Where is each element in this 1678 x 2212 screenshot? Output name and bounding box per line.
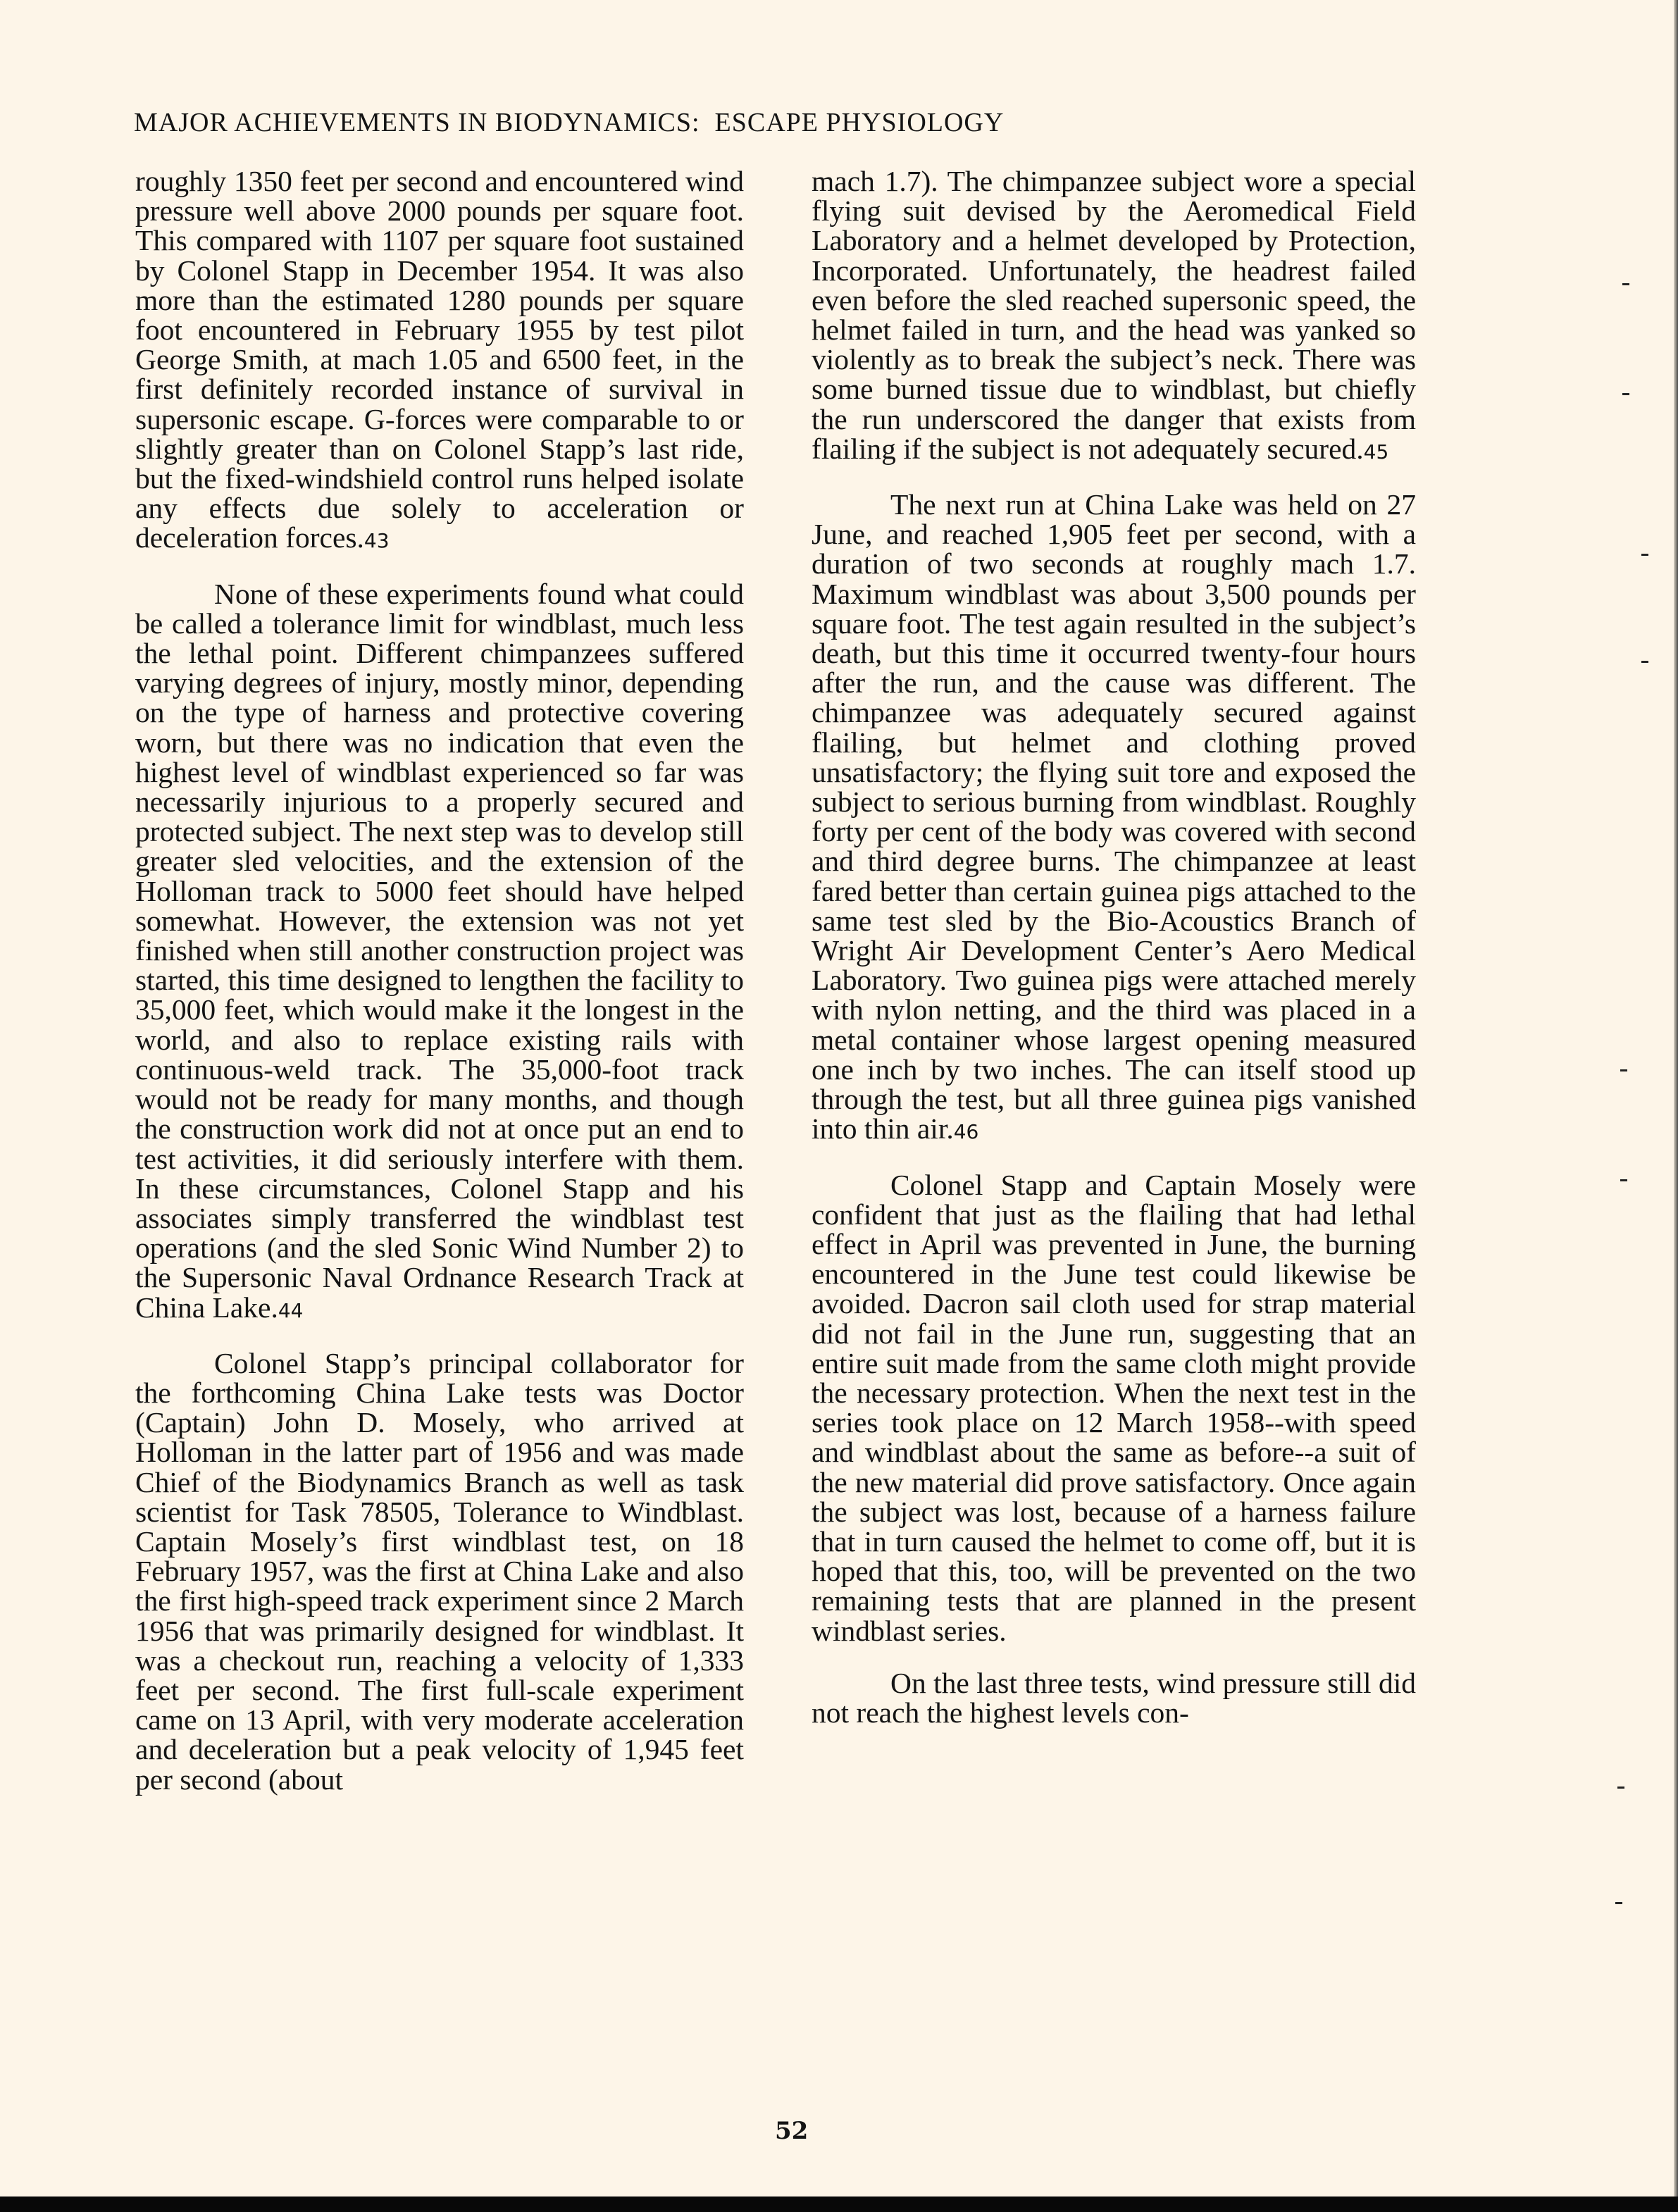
margin-mark xyxy=(1617,1787,1624,1789)
margin-mark xyxy=(1615,1902,1622,1904)
paragraph-text: Colonel Stapp’s principal collaborator for the forthcoming China Lake tests was Doctor (Captain) John D. Mosely, who arrived at Holloman in the latter part of 1956 and was made Chief of the Biodynamics Branch as well as task scientist for Task 78505, Tolerance to Windblast. Captain Mosely’s first windblast test, on 18 February 1957, was the first at China Lake and also the first high-speed track experiment since 2 March 1956 that was primarily designed for windblast. It was a checkout run, reaching a velocity of 1,333 feet per second. The first full-scale experiment came on 13 April, with very moderate acceleration and deceleration but a peak velocity of 1,945 feet per second (about xyxy=(135,1346,744,1796)
paragraph-text: None of these experiments found what could be called a tolerance limit for windblast, much less the lethal point. Different chimpanzees suffered varying degrees of injury, mostly minor, depending on the type of harness and protective covering worn, but there was no indication that even the highest level of windblast experienced so far was necessarily injurious to a properly secured and protected subject. The next step was to develop still greater sled velocities, and the extension of the Holloman track to 5000 feet should have helped somewhat. However, the extension was not yet finished when still another construction project was started, this time designed to lengthen the facility to 35,000 feet, which would make it the longest in the world, and also to replace existing rails with continuous-weld track. The 35,000-foot track would not be ready for many months, and though the construction work did not at once put an end to test activities, it did seriously interfere with them. In these circumstances, Colonel Stapp and his associates simply transferred the windblast test operations (and the sled Sonic Wind Number 2) to the Supersonic Naval Ordnance Research Track at China Lake. xyxy=(135,577,744,1324)
margin-mark xyxy=(1622,393,1629,395)
paragraph xyxy=(812,1668,1416,1727)
paragraph-text: On the last three tests, wind pressure still did not reach the highest levels con- xyxy=(812,1666,1416,1729)
right-column xyxy=(812,166,1416,1750)
paragraph-text: roughly 1350 feet per second and encountered wind pressure well above 2000 pounds per square foot. This compared with 1107 per square foot sustained by Colonel Stapp in December 1954. It was also more than the estimated 1280 pounds per square foot encountered in February 1955 by test pilot George Smith, at mach 1.05 and 6500 feet, in the first definitely recorded instance of survival in supersonic escape. G-forces were comparable to or slightly greater than on Colonel Stapp’s last ride, but the fixed-windshield control runs helped isolate any effects due solely to acceleration or deceleration forces. xyxy=(135,165,744,554)
paragraph xyxy=(135,1348,744,1794)
paragraph xyxy=(135,579,744,1326)
footnote-ref: 46 xyxy=(953,1120,979,1144)
margin-mark xyxy=(1620,1179,1627,1181)
paragraph xyxy=(812,1170,1416,1646)
page-number: 52 xyxy=(775,2117,809,2145)
scan-edge-shadow xyxy=(1674,0,1678,2212)
paragraph xyxy=(135,166,744,557)
paragraph-text: Colonel Stapp and Captain Mosely were confident that just as the flailing that had lethal effect in April was prevented in June, the burning encountered in the June test could likewise be avoided. Dacron sail cloth used for strap material did not fail in the June run, suggesting that an entire suit made from the same cloth might provide the necessary protection. When the next test in the series took place on 12 March 1958--with speed and windblast about the same as before--a suit of the new material did prove satisfactory. Once again the subject was lost, because of a harness failure that in turn caused the helmet to come off, but it is hoped that this, too, will be prevented on the two remaining tests that are planned in the present windblast series. xyxy=(812,1168,1416,1647)
margin-mark xyxy=(1641,554,1648,556)
footnote-ref: 43 xyxy=(363,529,390,553)
margin-mark xyxy=(1641,661,1648,663)
margin-mark xyxy=(1622,283,1629,285)
paragraph xyxy=(812,490,1416,1147)
margin-mark xyxy=(1620,1069,1627,1071)
paragraph xyxy=(812,166,1416,467)
running-head: MAJOR ACHIEVEMENTS IN BIODYNAMICS: ESCAPE PHYSIOLOGY xyxy=(134,108,1005,137)
scan-bottom-border xyxy=(0,2197,1678,2212)
paragraph-text: mach 1.7). The chimpanzee subject wore a special flying suit devised by the Aeromedical Field Laboratory and a helmet developed by Protection, Incorporated. Unfortunately, the headrest failed even before the sled reached supersonic speed, the helmet failed in turn, and the head was yanked so violently as to break the subject’s neck. There was some burned tissue due to windblast, but chiefly the run underscored the danger that exists from flailing if the subject is not adequately secured. xyxy=(812,165,1416,465)
footnote-ref: 45 xyxy=(1363,440,1389,464)
paragraph-text: The next run at China Lake was held on 27 June, and reached 1,905 feet per second, with a duration of two seconds at roughly mach 1.7. Maximum windblast was about 3,500 pounds per square foot. The test again resulted in the subject’s death, but this time it occurred twenty-four hours after the run, and the cause was different. The chimpanzee was adequately secured against flailing, but helmet and clothing proved unsatisfactory; the flying suit tore and exposed the subject to serious burning from windblast. Roughly forty per cent of the body was covered with second and third degree burns. The chimpanzee at least fared better than certain guinea pigs attached to the same test sled by the Bio-Acoustics Branch of Wright Air Development Center’s Aero Medical Laboratory. Two guinea pigs were attached merely with nylon netting, and the third was placed in a metal container whose largest opening measured one inch by two inches. The can itself stood up through the test, but all three guinea pigs vanished into thin air. xyxy=(812,488,1416,1145)
footnote-ref: 44 xyxy=(278,1298,304,1322)
left-column xyxy=(135,166,744,1817)
